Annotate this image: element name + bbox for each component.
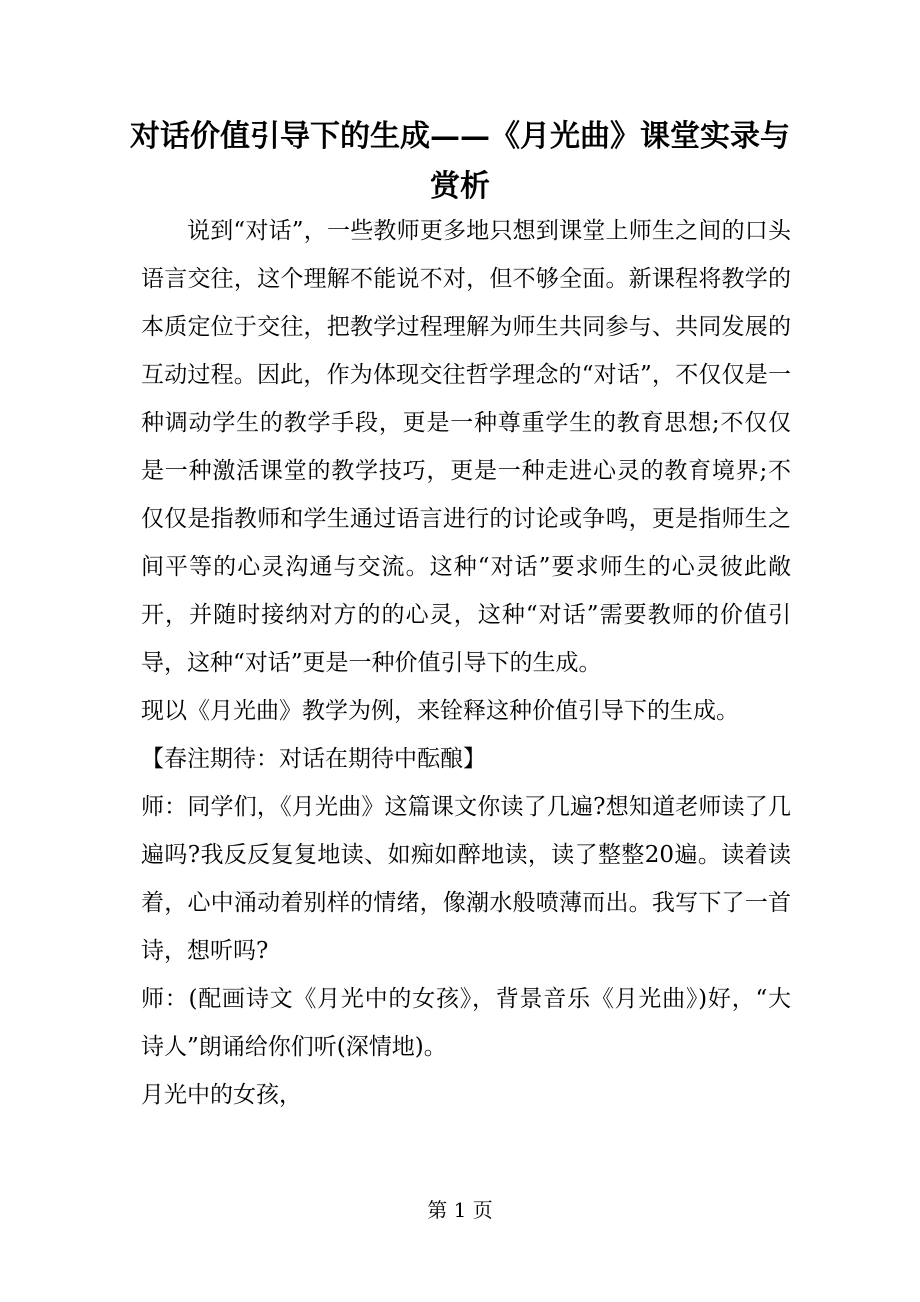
poem-line: 月光中的女孩， <box>141 1082 302 1108</box>
document-body <box>141 207 791 1119</box>
teacher-recital-paragraph: 师：(配画诗文《月光中的女孩》，背景音乐《月光曲》)好，“大诗人”朗诵给你们听(深情地)。 <box>141 986 791 1060</box>
intro-paragraph: 说到“对话”，一些教师更多地只想到课堂上师生之间的口头语言交往，这个理解不能说不对，但不够全面。新课程将教学的本质定位于交往，把教学过程理解为师生共同参与、共同发展的互动过程。因此，作为体现交往哲学理念的“对话”，不仅仅是一种调动学生的教学手段，更是一种尊重学生的教育思想;不仅仅是一种激活课堂的教学技巧，更是一种走进心灵的教育境界;不仅仅是指教师和学生通过语言进行的讨论或争鸣，更是指师生之间平等的心灵沟通与交流。这种“对话”要求师生的心灵彼此敞开，并随时接纳对方的的心灵，这种“对话”需要教师的价值引导，这种“对话”更是一种价值引导下的生成。 <box>141 218 791 676</box>
document-title: 对话价值引导下的生成——《月光曲》课堂实录与赏析 <box>130 119 790 204</box>
example-paragraph: 现以《月光曲》教学为例，来铨释这种价值引导下的生成。 <box>141 698 739 724</box>
page-number: 第 1 页 <box>427 1198 493 1222</box>
teacher-dialogue-paragraph: 师：同学们，《月光曲》这篇课文你读了几遍?想知道老师读了几遍吗?我反反复复地读、如痴如醉地读，读了整整20遍。读着读着，心中涌动着别样的情绪，像潮水般喷薄而出。我写下了一首诗，想听吗? <box>141 794 791 964</box>
section-heading: 【春注期待：对话在期待中酝酿】 <box>141 746 486 772</box>
